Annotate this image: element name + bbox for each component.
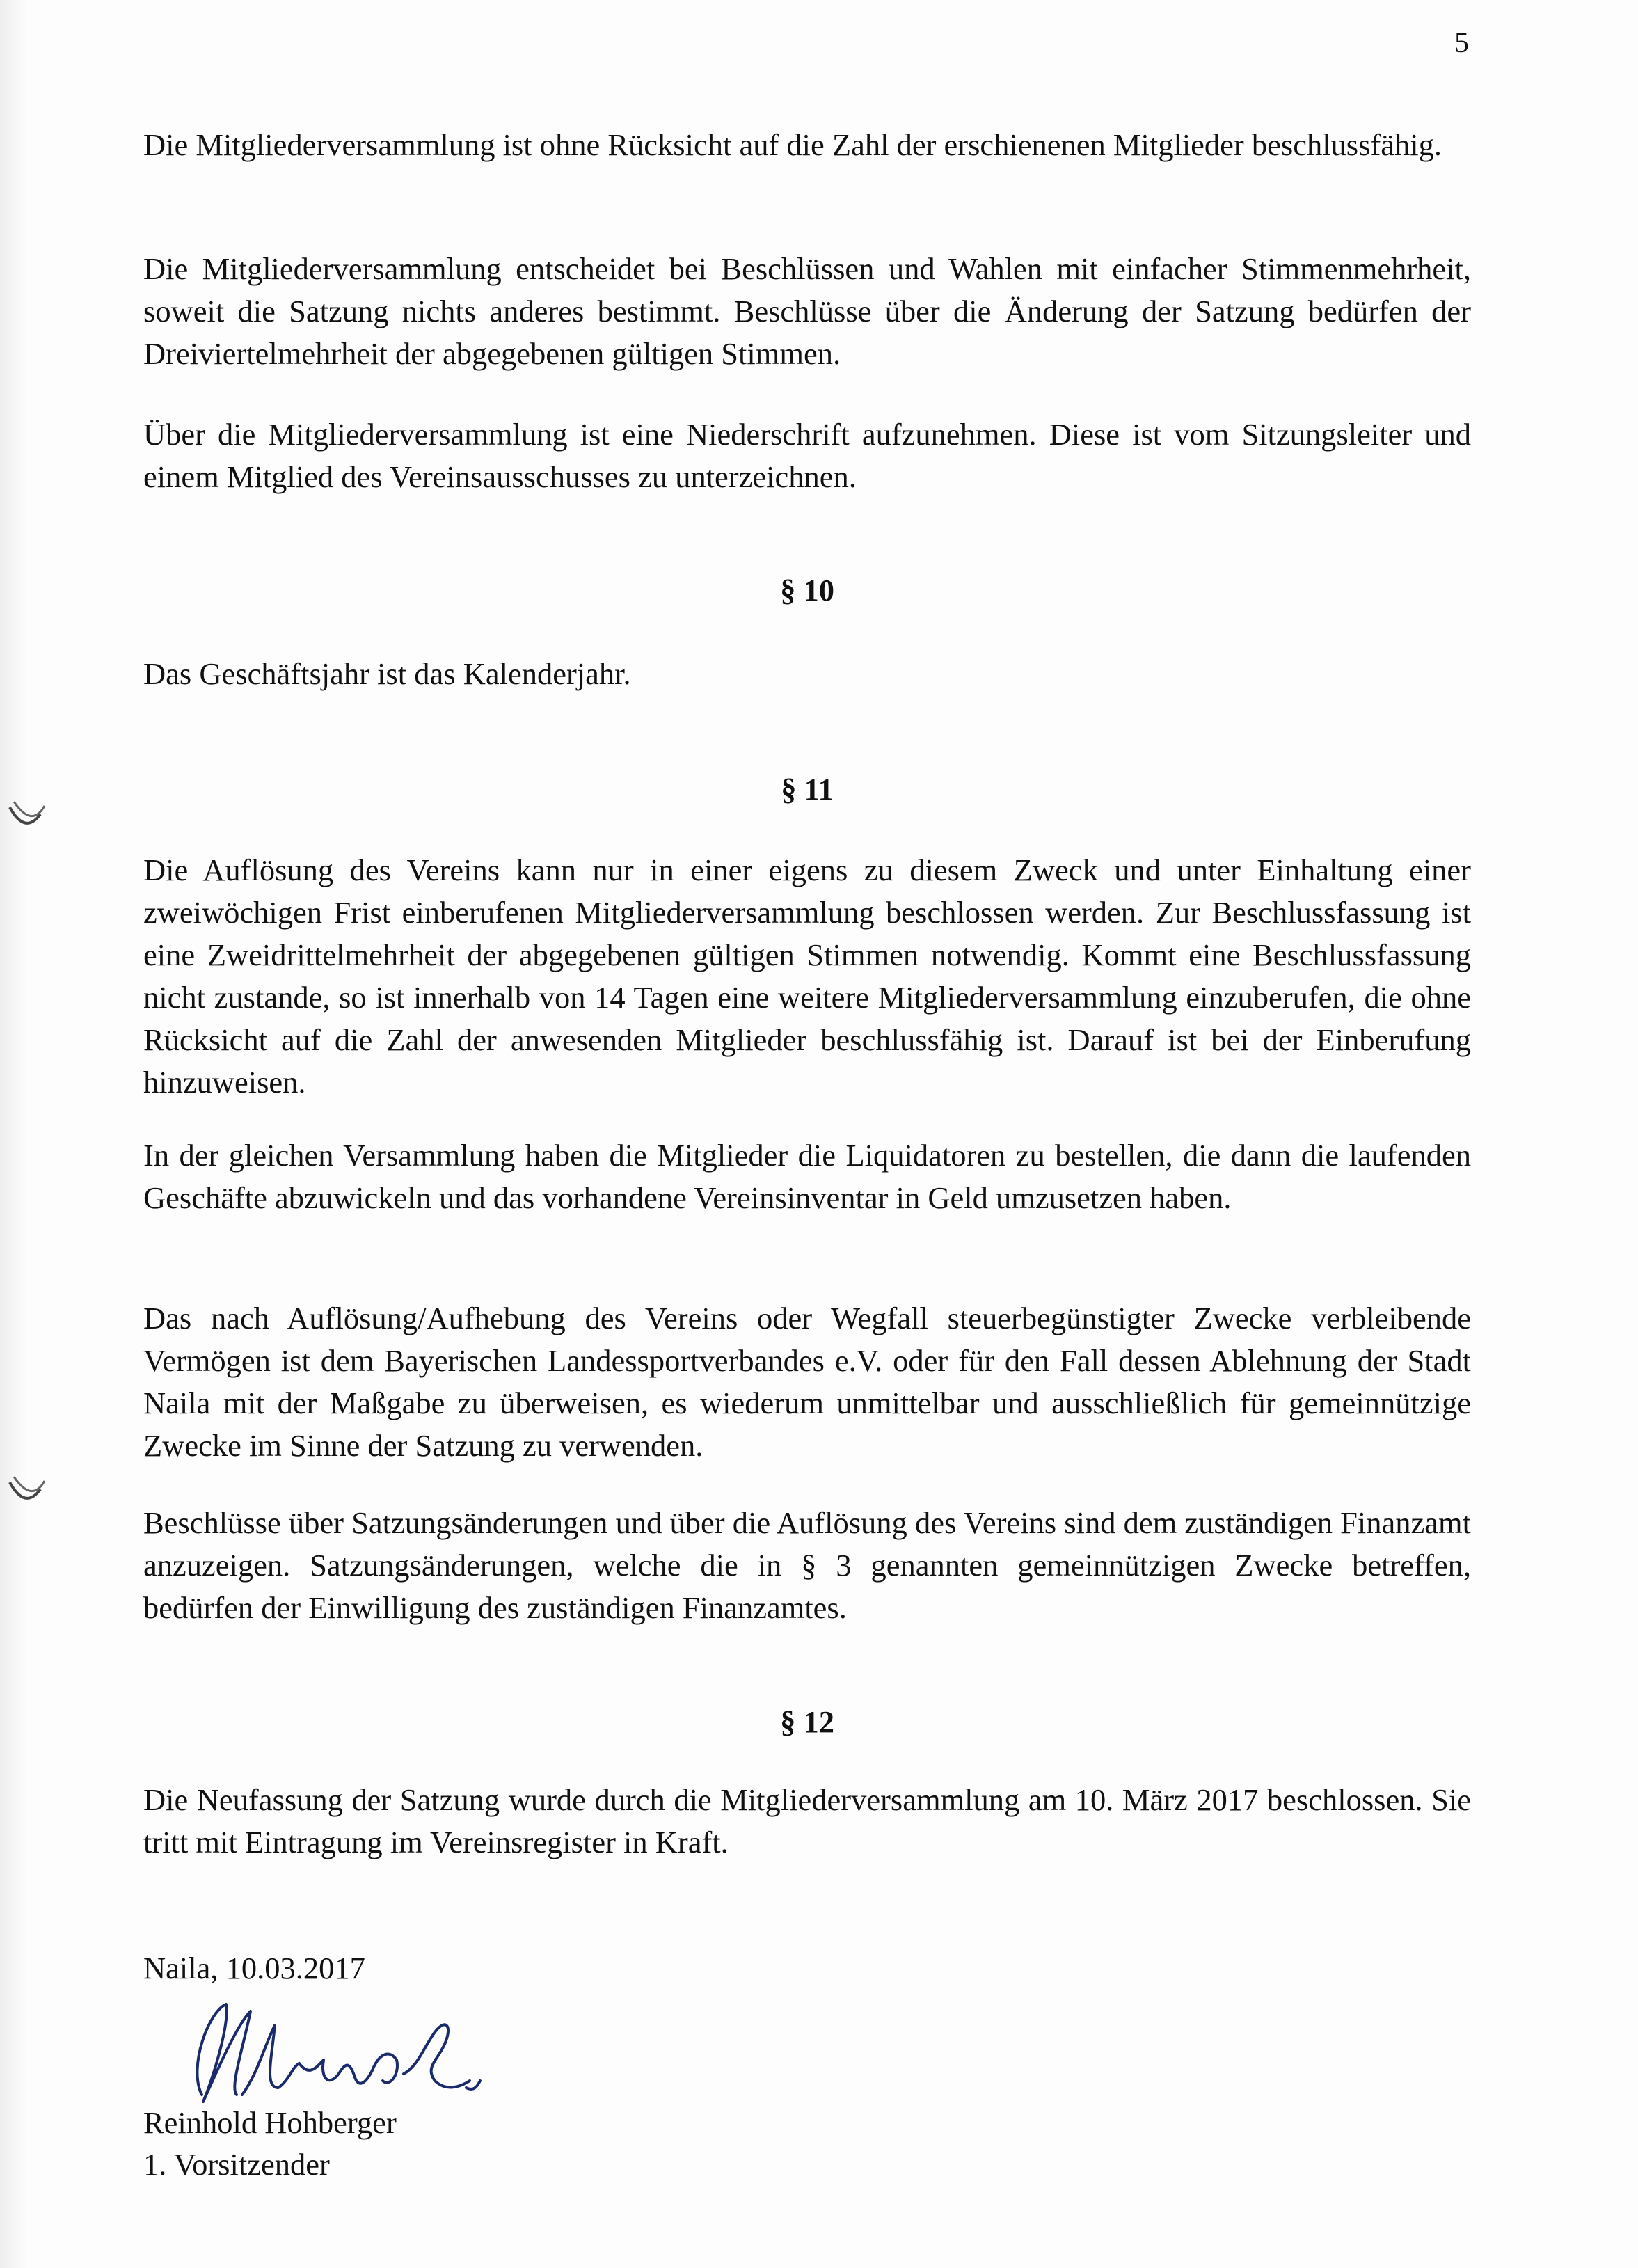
- section-11-heading: § 11: [781, 772, 834, 807]
- section-12-heading: § 12: [780, 1704, 834, 1739]
- page-number: 5: [1454, 27, 1469, 59]
- punch-hole-mark-icon: [4, 1468, 46, 1517]
- scan-edge-shadow: [0, 0, 28, 2268]
- paragraph-majority: Die Mitgliederversammlung entscheidet bei Beschlüssen und Wahlen mit einfacher Stimmenmehrheit, soweit die Satzung nichts anderes bestimmt. Beschlüsse über die Änderung der Satzung bedürfen der Dreiviertelmehrheit der abgegebenen gültigen Stimmen.: [143, 251, 1471, 371]
- paragraph-quorum: Die Mitgliederversammlung ist ohne Rücksicht auf die Zahl der erschienenen Mitglieder beschlussfähig.: [143, 127, 1442, 162]
- place-and-date: Naila, 10.03.2017: [143, 1951, 365, 1985]
- section-11-paragraph: In der gleichen Versammlung haben die Mitglieder die Liquidatoren zu bestellen, die dann die laufenden Geschäfte abzuwickeln und das vorhandene Vereinsinventar in Geld umzusetzen haben.: [143, 1138, 1471, 1215]
- section-10-text: Das Geschäftsjahr ist das Kalenderjahr.: [143, 656, 631, 691]
- section-11-paragraph: Das nach Auflösung/Aufhebung des Vereins oder Wegfall steuerbegünstigter Zwecke verbleibende Vermögen ist dem Bayerischen Landessportverbandes e.V. oder für den Fall dessen Ablehnung der Stadt Naila mit der Maßgabe zu überweisen, es wiederum unmittelbar und ausschließlich für gemeinnützige Zwecke im Sinne der Satzung zu verwenden.: [143, 1301, 1471, 1463]
- paragraph-minutes: Über die Mitgliederversammlung ist eine Niederschrift aufzunehmen. Diese ist vom Sitzungsleiter und einem Mitglied des Vereinsausschusses zu unterzeichnen.: [143, 417, 1471, 494]
- signer-name: Reinhold Hohberger: [143, 2105, 397, 2140]
- section-10-heading: § 10: [780, 573, 834, 608]
- section-11-paragraph: Beschlüsse über Satzungsänderungen und über die Auflösung des Vereins sind dem zuständigen Finanzamt anzuzeigen. Satzungsänderungen, welche die in § 3 genannten gemeinnützigen Zwecke betreffen, bedürfen der Einwilligung des zuständigen Finanzamtes.: [143, 1505, 1471, 1625]
- section-12-text: Die Neufassung der Satzung wurde durch die Mitgliederversammlung am 10. März 2017 beschlossen. Sie tritt mit Eintragung im Vereinsregister in Kraft.: [143, 1782, 1471, 1859]
- section-11-paragraph: Die Auflösung des Vereins kann nur in einer eigens zu diesem Zweck und unter Einhaltung einer zweiwöchigen Frist einberufenen Mitgliederversammlung beschlossen werden. Zur Beschlussfassung ist eine Zweidrittelmehrheit der abgegebenen gültigen Stimmen notwendig. Kommt eine Beschlussfassung nicht zustande, so ist innerhalb von 14 Tagen eine weitere Mitgliederversammlung einzuberufen, die ohne Rücksicht auf die Zahl der anwesenden Mitglieder beschlussfähig ist. Darauf ist bei der Einberufung hinzuweisen.: [143, 853, 1471, 1100]
- signer-role: 1. Vorsitzender: [143, 2147, 330, 2182]
- punch-hole-mark-icon: [4, 793, 46, 842]
